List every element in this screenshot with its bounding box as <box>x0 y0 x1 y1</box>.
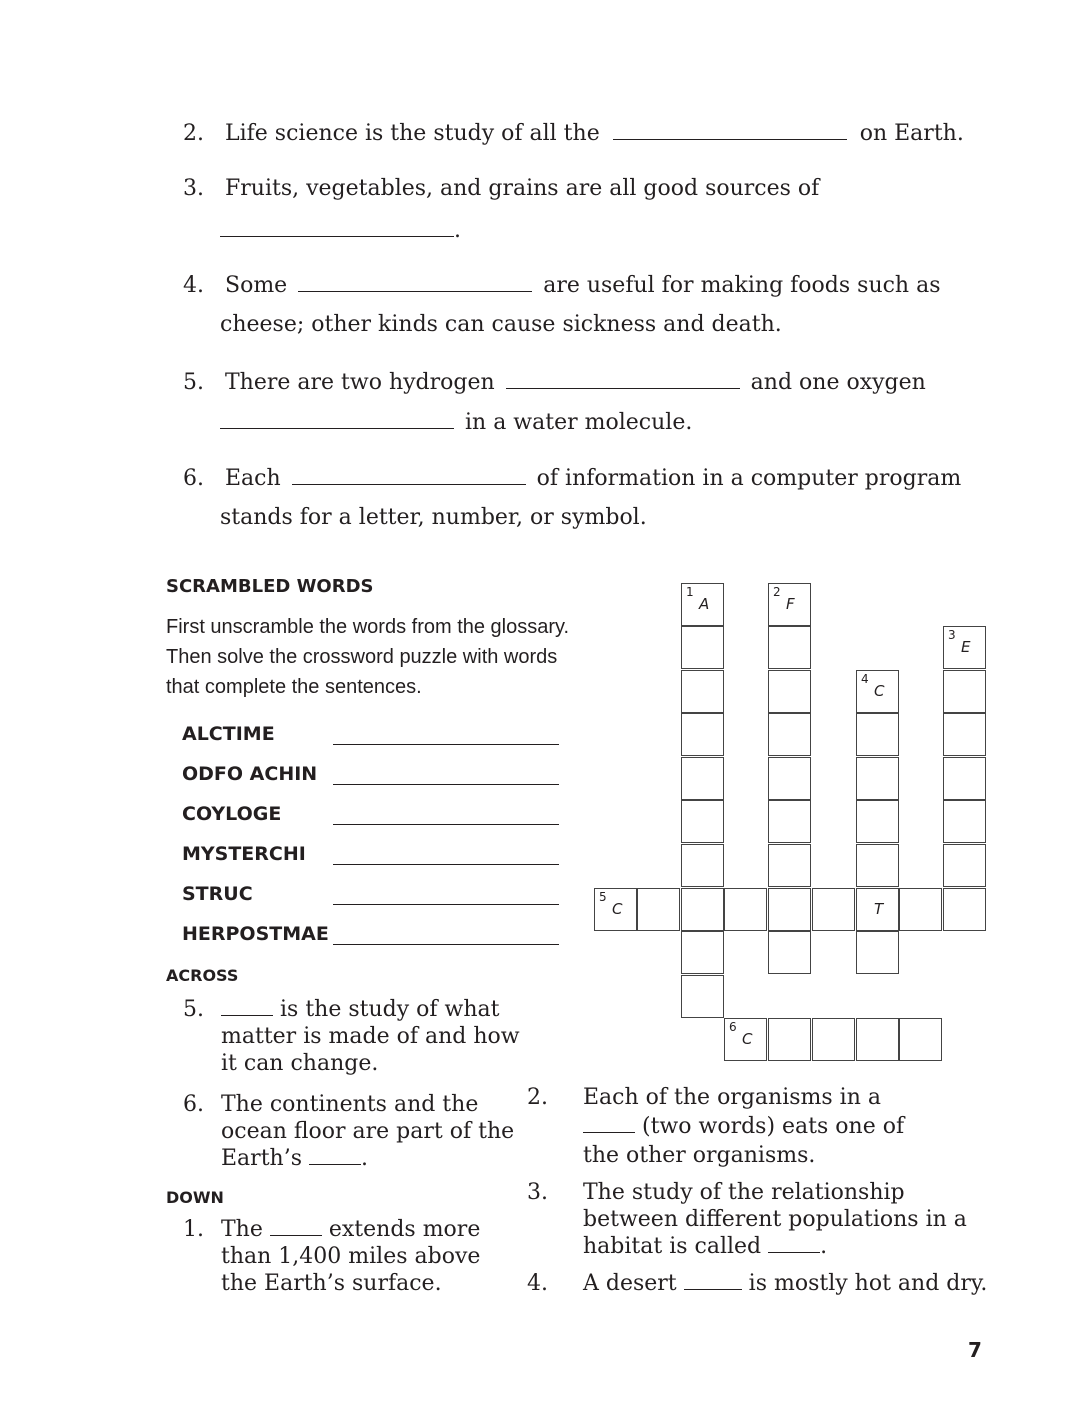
crossword-cell[interactable] <box>681 931 724 974</box>
answer-blank[interactable] <box>292 464 526 485</box>
across-clue-6: 6. The continents and the ocean floor are part of the Earth’s . <box>183 1092 515 1171</box>
crossword-cell[interactable]: T <box>856 888 899 931</box>
crossword-cell[interactable] <box>681 670 724 713</box>
answer-blank[interactable] <box>298 271 532 292</box>
crossword-cell[interactable] <box>768 626 811 669</box>
crossword-cell[interactable] <box>943 800 986 843</box>
crossword-cell[interactable] <box>681 844 724 887</box>
crossword-cell[interactable]: 5 C <box>594 888 637 931</box>
crossword-cell[interactable] <box>856 1018 899 1061</box>
crossword-cell[interactable] <box>724 888 767 931</box>
clue-blank <box>309 1146 361 1165</box>
crossword-cell[interactable] <box>768 713 811 756</box>
question-3: 3. Fruits, vegetables, and grains are all good sources of <box>183 176 820 201</box>
crossword-cell[interactable] <box>637 888 680 931</box>
scrambled-word: ALCTIME <box>182 723 275 745</box>
crossword-cell[interactable] <box>681 975 724 1018</box>
question-6: 6. Each of information in a computer program <box>183 466 962 491</box>
clue-blank <box>583 1114 635 1133</box>
scrambled-word: MYSTERCHI <box>182 843 306 865</box>
unscramble-answer-line[interactable] <box>333 724 559 745</box>
unscramble-answer-line[interactable] <box>333 804 559 825</box>
answer-blank[interactable] <box>220 408 454 429</box>
question-6-line2: stands for a letter, number, or symbol. <box>220 505 647 530</box>
question-5-line2: in a water molecule. <box>220 408 692 437</box>
question-5: 5. There are two hydrogen and one oxygen <box>183 370 926 395</box>
crossword-cell[interactable] <box>856 931 899 974</box>
scrambled-instructions: First unscramble the words from the glossary. Then solve the crossword puzzle with words that complete the sentences. <box>166 616 570 698</box>
unscramble-answer-line[interactable] <box>333 884 559 905</box>
question-2: 2. Life science is the study of all the on Earth. <box>183 121 964 146</box>
unscramble-answer-line[interactable] <box>333 764 559 785</box>
down-clue-3: 3. The study of the relationship between different populations in a habitat is called . <box>527 1180 967 1259</box>
scrambled-word: STRUC <box>182 883 253 905</box>
scrambled-word: HERPOSTMAE <box>182 923 329 945</box>
question-3-line2: . <box>220 216 461 245</box>
clue-blank <box>684 1271 742 1290</box>
crossword-cell[interactable] <box>856 844 899 887</box>
crossword-cell[interactable] <box>681 800 724 843</box>
crossword-cell[interactable]: 1 A <box>681 583 724 626</box>
across-clue-5: 5. is the study of what matter is made of and how it can change. <box>183 997 520 1076</box>
crossword-cell[interactable] <box>943 670 986 713</box>
crossword-cell[interactable] <box>856 713 899 756</box>
scrambled-word: COYLOGE <box>182 803 282 825</box>
unscramble-answer-line[interactable] <box>333 924 559 945</box>
crossword-cell[interactable] <box>768 757 811 800</box>
crossword-cell[interactable] <box>899 888 942 931</box>
crossword-cell[interactable]: 2 F <box>768 583 811 626</box>
page-number: 7 <box>968 1338 982 1362</box>
across-heading: ACROSS <box>166 966 239 985</box>
crossword-cell[interactable] <box>768 1018 811 1061</box>
answer-blank[interactable] <box>220 216 454 237</box>
clue-blank <box>221 997 273 1016</box>
crossword-cell[interactable] <box>681 757 724 800</box>
question-4: 4. Some are useful for making foods such as <box>183 273 941 298</box>
crossword-cell[interactable] <box>768 800 811 843</box>
crossword-cell[interactable]: 3 E <box>943 626 986 669</box>
clue-blank <box>768 1234 820 1253</box>
question-4-line2: cheese; other kinds can cause sickness and death. <box>220 312 782 337</box>
crossword-cell[interactable] <box>943 757 986 800</box>
scrambled-word: ODFO ACHIN <box>182 763 318 785</box>
answer-blank[interactable] <box>506 368 740 389</box>
scrambled-words-heading: SCRAMBLED WORDS <box>166 576 374 597</box>
answer-blank[interactable] <box>613 119 847 140</box>
down-heading: DOWN <box>166 1188 224 1207</box>
crossword-cell[interactable] <box>768 670 811 713</box>
crossword-cell[interactable] <box>812 1018 855 1061</box>
down-clue-2: 2. Each of the organisms in a (two words) eats one of the other organisms. <box>527 1085 905 1168</box>
crossword-cell[interactable] <box>812 888 855 931</box>
crossword-cell[interactable] <box>856 800 899 843</box>
crossword-cell[interactable] <box>943 888 986 931</box>
crossword-cell[interactable] <box>768 844 811 887</box>
down-clue-1: 1. The extends more than 1,400 miles above the Earth’s surface. <box>183 1217 481 1296</box>
crossword-cell[interactable] <box>768 888 811 931</box>
crossword-cell[interactable]: 4 C <box>856 670 899 713</box>
crossword-cell[interactable] <box>943 713 986 756</box>
down-clue-4: 4. A desert is mostly hot and dry. <box>527 1271 988 1296</box>
crossword-cell[interactable] <box>681 713 724 756</box>
clue-blank <box>270 1217 322 1236</box>
crossword-cell[interactable] <box>681 888 724 931</box>
unscramble-answer-line[interactable] <box>333 844 559 865</box>
crossword-cell[interactable] <box>768 931 811 974</box>
crossword-cell[interactable] <box>899 1018 942 1061</box>
crossword-cell[interactable]: 6 C <box>724 1018 767 1061</box>
crossword-cell[interactable] <box>856 757 899 800</box>
crossword-cell[interactable] <box>681 626 724 669</box>
crossword-cell[interactable] <box>943 844 986 887</box>
